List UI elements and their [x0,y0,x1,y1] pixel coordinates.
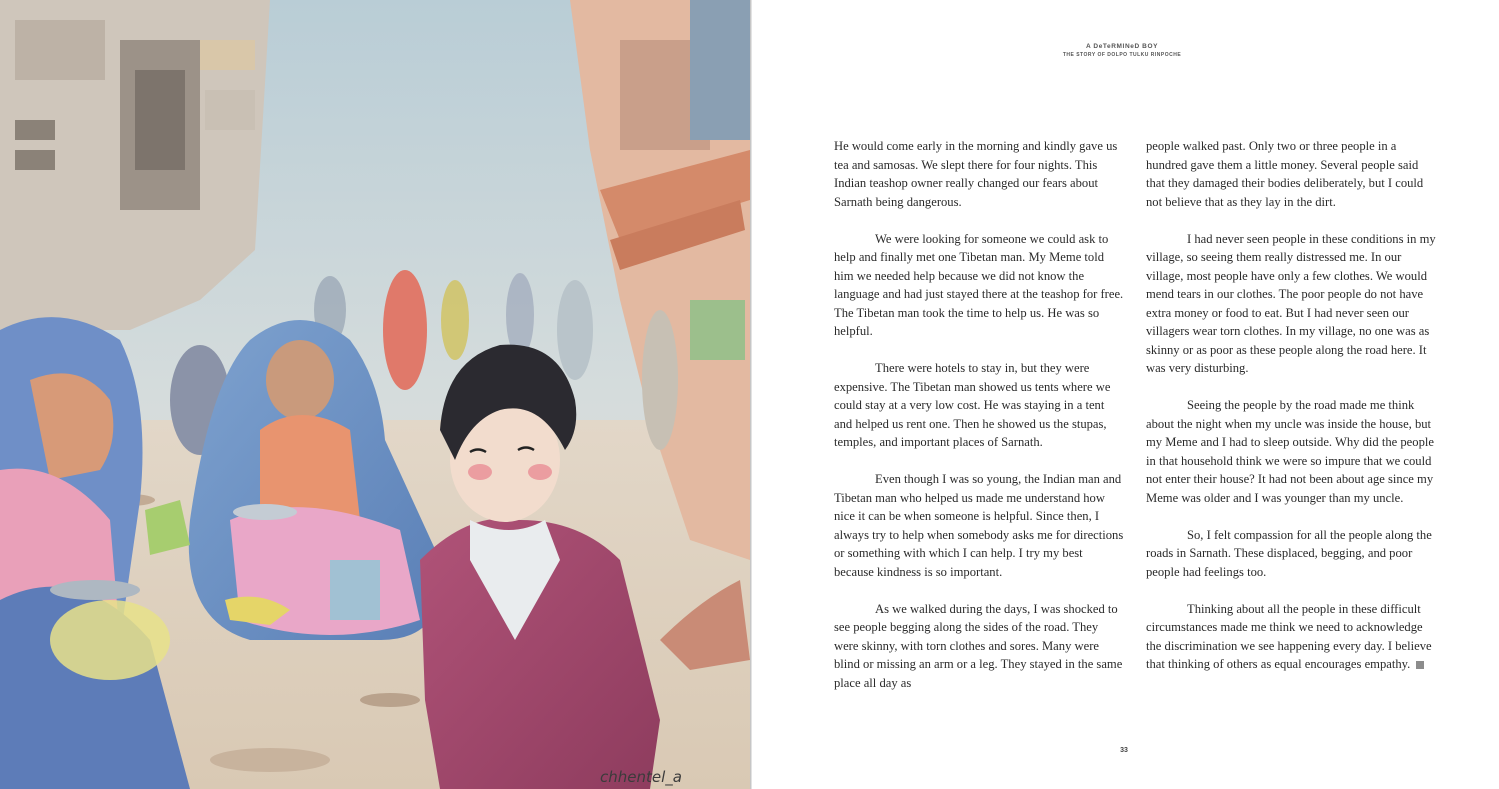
paragraph: We were looking for someone we could ask to help and finally met one Tibetan man. My Meme told him we needed help because we did not know the language and had just stayed there at the teashop for free. The Tibetan man took the time to help us. He was so helpful. [834,231,1124,338]
paragraph: I had never seen people in these conditions in my village, so seeing them really distressed me. In our village, most people have only a few clothes. We would mend tears in our clothes. The poor people do not have extra money or food to eat. But I had never seen our villagers wear torn clothes. In my village, no one was as skinny or as poor as these people along the road here. It was very disturbing. [1146,231,1436,375]
running-head [1052,43,1192,59]
paragraph: As we walked during the days, I was shocked to see people begging along the sides of the road. They were skinny, with torn clothes and sores. Many were blind or missing an arm or a leg. They stayed in the same place all day as [834,601,1123,690]
running-head-subtitle: THE STORY OF DOLPO TULKU RINPOCHE [1062,52,1182,58]
paragraph: He would come early in the morning and kindly gave us tea and samosas. We slept there for four nights. This Indian teashop owner really changed our fears about Sarnath being dangerous. [834,139,1118,209]
paragraph: Even though I was so young, the Indian man and Tibetan man who helped us made me understand how nice it can be when someone is helpful. Since then, I always try to help when somebody asks me for directions or something with which I can help. I try my best because kindness is so important. [834,472,1124,579]
end-of-story-mark-icon [1416,661,1424,669]
right-column [1146,137,1436,692]
paragraph: people walked past. Only two or three people in a hundred gave them a little money. Several people said that they damaged their bodies deliberately, but I could not believe that as they lay in the dirt. [1146,139,1424,209]
paragraph: There were hotels to stay in, but they were expensive. The Tibetan man showed us tents where we could stay at a very low cost. He was staying in a tent and helped us rent one. Then he showed us the stupas, temples, and important places of Sarnath. [834,361,1111,449]
left-column [834,137,1124,711]
final-paragraph [1146,600,1436,674]
final-paragraph-text: Thinking about all the people in these difficult circumstances made me think we need to acknowledge the discrimination we see happening every day. I believe that thinking of others as equal encourages empathy. [1146,601,1432,671]
text-page [752,0,1499,789]
running-head-title: A DeTeRMINeD BOY [1085,43,1159,50]
paragraph: Seeing the people by the road made me think about the night when my uncle was inside the house, but my Meme and I had to sleep outside. Why did the people in that household think we were so impure that we could not enter their house? It had not been about age since my Meme was older and I was younger than my uncle. [1146,398,1434,505]
artist-signature: chhentel_a [600,768,682,786]
page-number: 33 [1120,747,1128,754]
paragraph: So, I felt compassion for all the people along the roads in Sarnath. These displaced, begging, and poor people had feelings too. [1146,527,1432,579]
